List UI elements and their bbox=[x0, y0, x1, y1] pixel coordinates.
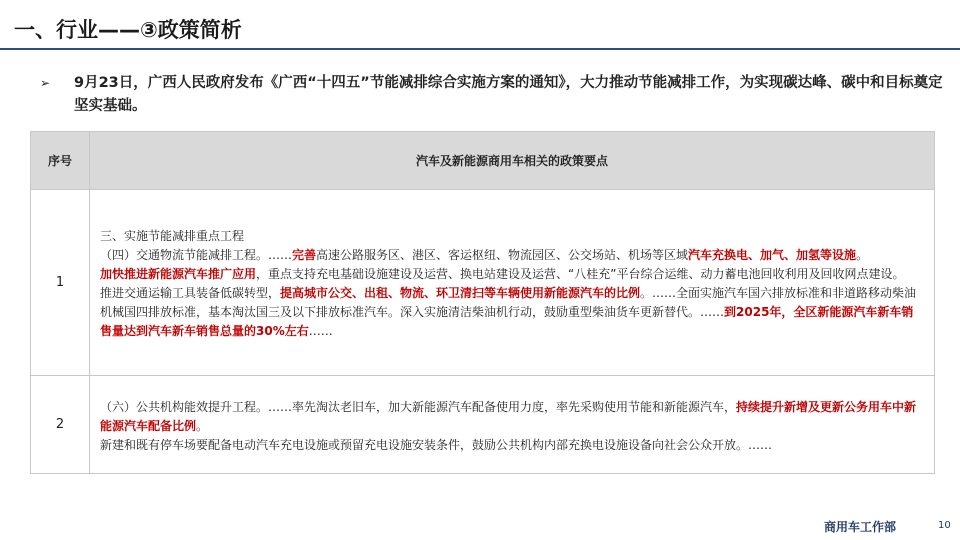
body-text: 三、实施节能减排重点工程 bbox=[100, 229, 245, 243]
header-no: 序号 bbox=[31, 132, 90, 190]
body-text: 推进交通运输工具装备低碳转型， bbox=[100, 286, 281, 300]
table-header-row bbox=[31, 132, 935, 190]
body-text: （四）交通物流节能减排工程。…… bbox=[100, 248, 293, 262]
highlight-text: 加快推进新能源汽车推广应用 bbox=[100, 267, 257, 281]
intro-text: 9月23日，广西人民政府发布《广西“十四五”节能减排综合实施方案的通知》，大力推动节能减排工作，为实现碳达峰、碳中和目标奠定坚实基础。 bbox=[74, 75, 943, 114]
row-content bbox=[90, 376, 935, 474]
highlight-text: 完善 bbox=[292, 248, 317, 262]
page-title: 一、行业——③政策简析 bbox=[14, 18, 242, 42]
body-text: 。 bbox=[856, 248, 869, 262]
highlight-text: 汽车充换电、加气、加氢等设施 bbox=[688, 248, 857, 262]
body-text: 高速公路服务区、港区、客运枢纽、物流园区、公交场站、机场等区域 bbox=[316, 248, 689, 262]
row-number: 1 bbox=[31, 190, 90, 376]
content-line bbox=[100, 284, 924, 341]
content-line bbox=[100, 246, 924, 265]
intro-paragraph bbox=[40, 72, 945, 118]
highlight-text: 持续提升新增及更新公务用车中新能源汽车配备比例 bbox=[100, 399, 917, 433]
body-text: 新建和既有停车场要配备电动汽车充电设施或预留充电设施安装条件，鼓励公共机构内部充换电设施设备向社会公众开放。…… bbox=[100, 437, 773, 452]
title-divider bbox=[0, 48, 960, 50]
content-line bbox=[100, 265, 924, 284]
footer-department: 商用车工作部 bbox=[824, 520, 897, 534]
table-row bbox=[31, 190, 935, 376]
body-text: …… bbox=[308, 324, 333, 338]
content-line bbox=[100, 436, 924, 455]
body-text: 。……全面实施汽车国六排放标准和非道路移动柴油机械国四排放标准，基本淘汰国三及以下排放标准汽车。深入实施清洁柴油机行动，鼓励重型柴油货车更新替代。…… bbox=[100, 286, 917, 319]
content-line bbox=[100, 398, 924, 436]
body-text: ，重点支持充电基础设施建设及运营、换电站建设及运营、“八桂充”平台综合运维、动力蓄电池回收利用及回收网点建设。 bbox=[256, 267, 905, 281]
row-content bbox=[90, 190, 935, 376]
arrow-bullet-icon: ➢ bbox=[40, 76, 51, 90]
highlight-text: 提高城市公交、出租、物流、环卫清扫等车辆使用新能源汽车的比例 bbox=[280, 286, 641, 300]
policy-table bbox=[30, 131, 935, 474]
body-text: 。 bbox=[196, 418, 209, 433]
page-number: 10 bbox=[938, 520, 951, 531]
table-row bbox=[31, 376, 935, 474]
content-line bbox=[100, 227, 924, 246]
highlight-text: 到2025年，全区新能源汽车新车销售量达到汽车新车销售总量的30%左右 bbox=[100, 305, 914, 338]
body-text: （六）公共机构能效提升工程。……率先淘汰老旧车，加大新能源汽车配备使用力度，率先采购使用节能和新能源汽车， bbox=[100, 399, 737, 414]
row-number: 2 bbox=[31, 376, 90, 474]
header-content: 汽车及新能源商用车相关的政策要点 bbox=[90, 132, 935, 190]
